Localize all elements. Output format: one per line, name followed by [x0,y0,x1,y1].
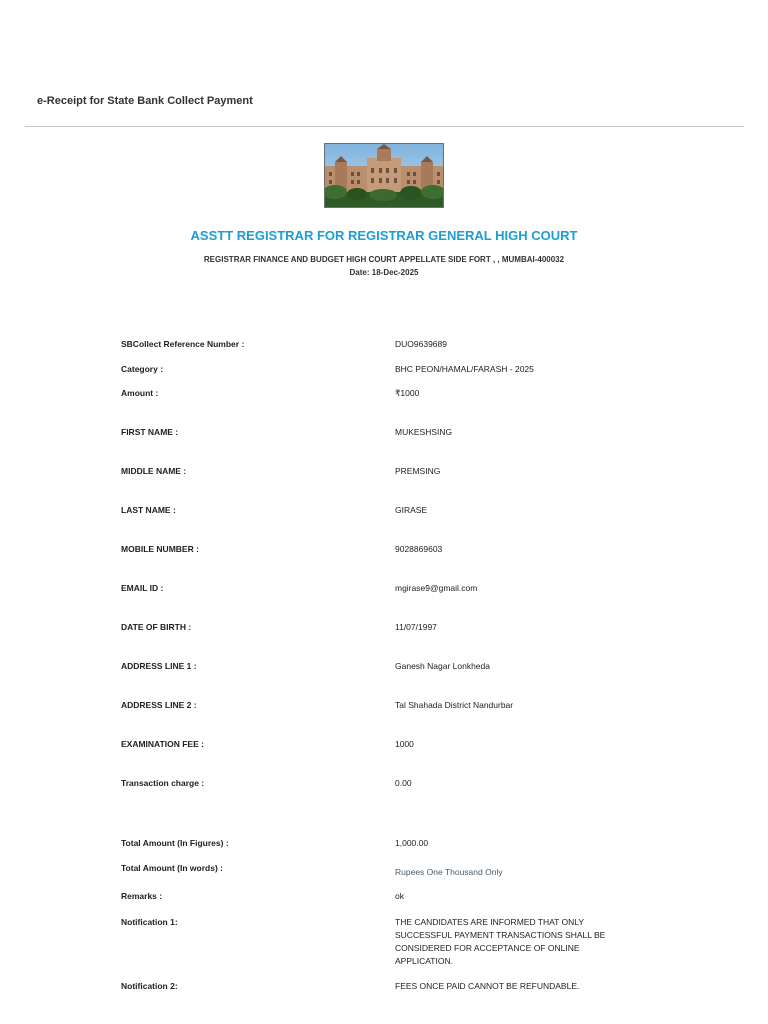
field-value: 1000 [395,739,414,749]
field-value: 9028869603 [395,544,443,554]
field-value: ok [395,891,404,901]
field-label: Total Amount (In words) : [121,863,223,873]
field-label: MIDDLE NAME : [121,466,187,476]
field-label: LAST NAME : [121,505,176,515]
field-value: 0.00 [395,778,412,788]
field-label: Notification 2: [121,981,178,991]
field-label: MOBILE NUMBER : [121,544,199,554]
field-value: Rupees One Thousand Only [395,867,503,877]
field-label: SBCollect Reference Number : [121,339,245,349]
court-building-image [324,143,444,208]
field-label: Notification 1: [121,917,178,927]
institution-name: ASSTT REGISTRAR FOR REGISTRAR GENERAL HIGH COURT [190,228,578,243]
field-label: ADDRESS LINE 2 : [121,700,197,710]
field-value: FEES ONCE PAID CANNOT BE REFUNDABLE. [395,981,580,991]
receipt-date-line [0,268,768,277]
field-label: FIRST NAME : [121,427,179,437]
field-label: DATE OF BIRTH : [121,622,192,632]
field-value: THE CANDIDATES ARE INFORMED THAT ONLY SUCCESSFUL PAYMENT TRANSACTIONS SHALL BE CONSIDERED FOR ACCEPTANCE OF ONLINE APPLICATION. [395,917,606,966]
field-label: Transaction charge : [121,778,205,788]
field-value: 1,000.00 [395,838,429,848]
field-value: MUKESHSING [395,427,453,437]
date-label: Date: [349,268,370,277]
field-value: PREMSING [395,466,441,476]
field-value: BHC PEON/HAMAL/FARASH - 2025 [395,364,534,374]
field-label: ADDRESS LINE 1 : [121,661,197,671]
field-value: DUO9639689 [395,339,447,349]
page-header: e-Receipt for State Bank Collect Payment [37,95,253,107]
header-divider [25,126,744,127]
field-label: Remarks : [121,891,163,901]
field-value: Ganesh Nagar Lonkheda [395,661,490,671]
field-label: Amount : [121,388,159,398]
field-value: Tal Shahada District Nandurbar [395,700,514,710]
field-value: 11/07/1997 [395,622,437,632]
field-label: Total Amount (In Figures) : [121,838,229,848]
receipt-date: 18-Dec-2025 [371,268,419,277]
field-label: Category : [121,364,164,374]
field-value: mgirase9@gmail.com [395,583,478,593]
field-value: GIRASE [395,505,428,515]
institution-address: REGISTRAR FINANCE AND BUDGET HIGH COURT APPELLATE SIDE FORT , , MUMBAI-400032 [203,255,565,264]
field-label: EMAIL ID : [121,583,164,593]
field-label: EXAMINATION FEE : [121,739,204,749]
field-value: ₹1000 [395,388,420,398]
